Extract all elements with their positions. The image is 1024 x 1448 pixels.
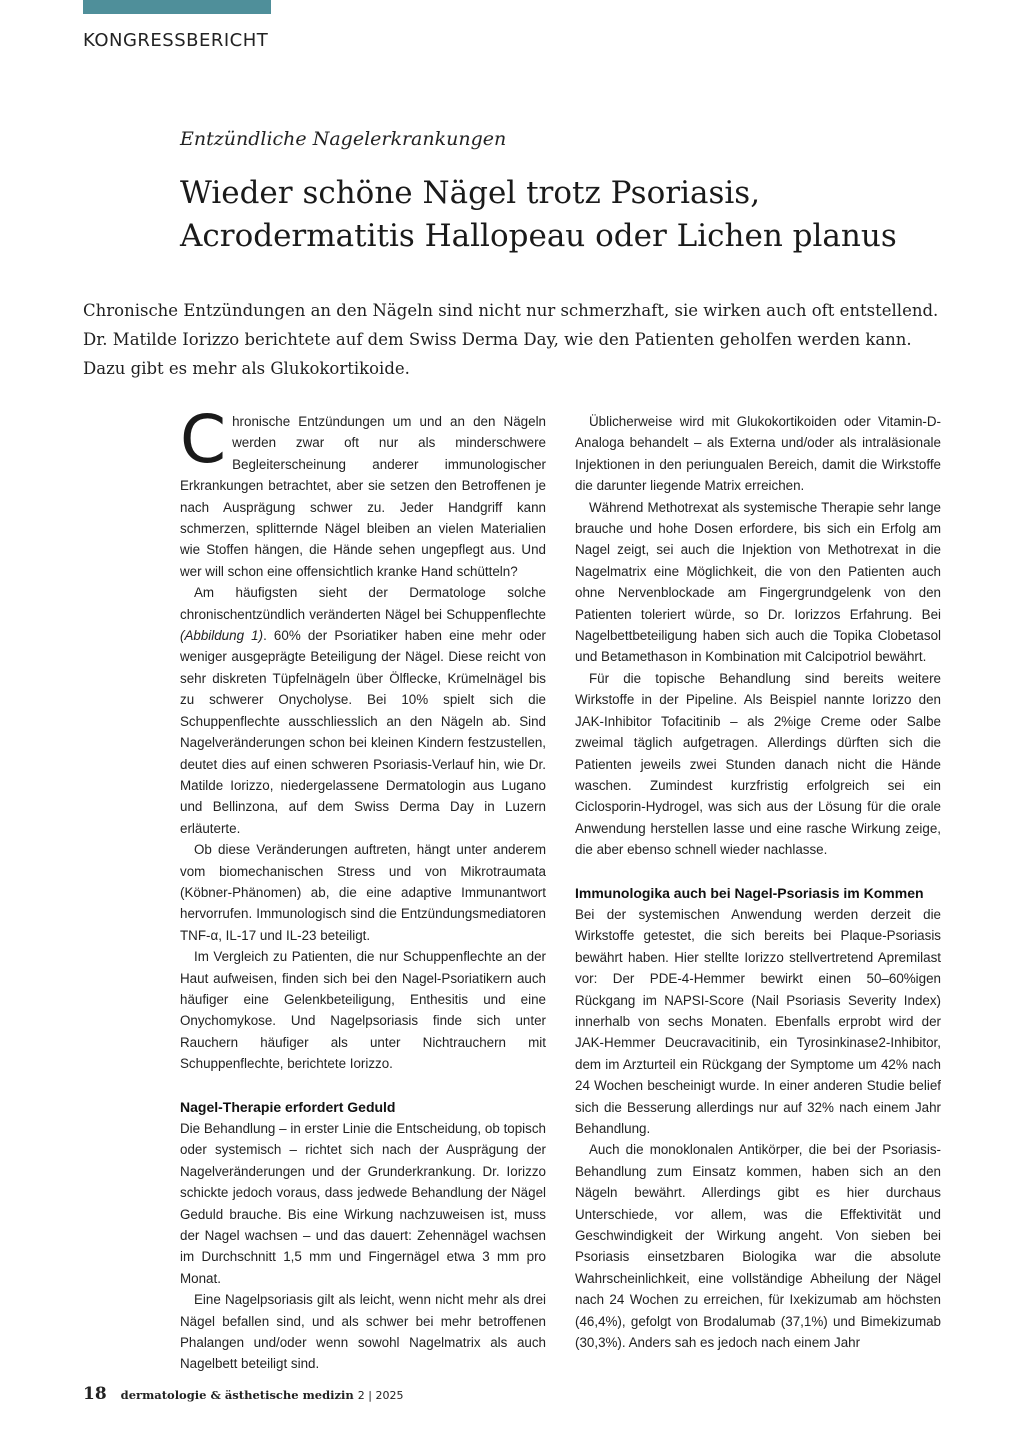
section-color-bar: [83, 0, 271, 14]
subheading: Immunologika auch bei Nagel-Psoriasis im Kommen: [575, 884, 924, 901]
article-lead: Chronische Entzündungen an den Nägeln sind nicht nur schmerzhaft, sie wirken auch oft entstellend. Dr. Matilde Iorizzo berichtete auf dem Swiss Derma Day, wie den Patienten geholfen werden kann. Dazu gibt es mehr als Glukokortikoide.: [83, 301, 939, 378]
title-line-2: Acrodermatitis Hallopeau oder Lichen planus: [180, 218, 897, 254]
journal-name: dermatologie & ästhetische medizin: [120, 1388, 354, 1402]
paragraph: Während Methotrexat als systemische Therapie sehr lange brauche und hohe Dosen erfordere, bis sich ein Erfolg am Nagel zeigt, sei auch die Injektion von Methotrexat in die Nagelmatrix eine Möglichkeit, die von den Patienten auch ohne Nervenblockade am Fingergrundgelenk von den Patienten toleriert würde, so Dr. Iorizzos Erfahrung. Bei Nagelbettbeteiligung haben sich auch die Topika Clobetasol und Betamethason in Kombination mit Calcipotriol bewährt.: [575, 499, 941, 665]
paragraph: [180, 582, 546, 839]
issue-number: 2 | 2025: [357, 1389, 404, 1402]
page-number: 18: [83, 1384, 107, 1404]
paragraph: Ob diese Veränderungen auftreten, hängt unter anderem vom biomechanischen Stress und von Mikrotraumata (Köbner-Phänomen) ab, die eine adaptive Immunantwort hervorrufen. Immunologisch sind die Entzündungsmediatoren TNF-α, IL-17 und IL-23 beteiligt.: [180, 842, 546, 943]
subheading: Nagel-Therapie erfordert Geduld: [180, 1098, 396, 1115]
paragraph: Auch die monoklonalen Antikörper, die bei der Psoriasis-Behandlung zum Einsatz kommen, haben sich an den Nägeln bewährt. Allerdings gibt es hier durchaus Unterschiede, vor allem, was die Effektivität und Geschwindigkeit der Wirkung angeht. Von sieben bei Psoriasis einsetzbaren Biologika war die absolute Wahrscheinlichkeit, eine vollständige Abheilung der Nägel nach 24 Wochen zu erreichen, für Ixekizumab am höchsten (46,4%), gefolgt von Brodalumab (37,1%) und Bimekizumab (30,3%). Anders sah es jedoch nach einem Jahr: [575, 1142, 941, 1351]
paragraph: Die Behandlung – in erster Linie die Entscheidung, ob topisch oder systemisch – richtet sich nach der Ausprägung der Nagelveränderungen und der Grunderkrankung. Dr. Iorizzo schickte jedoch voraus, dass jedwede Behandlung der Nägel Geduld brauche. Bis eine Wirkung nachzuweisen ist, muss der Nagel wachsen – und das dauert: Zehennägel wachsen im Durchschnitt 1,5 mm und Fingernägel etwa 3 mm pro Monat.: [180, 1121, 546, 1286]
title-line-1: Wieder schöne Nägel trotz Psoriasis,: [180, 175, 761, 211]
paragraph-text: hronische Entzündungen um und an den Nägeln werden zwar oft nur als minderschwere Begleiterscheinung anderer immunologischer Erkrankungen betrachtet, aber sie setzen den Betroffenen je nach Ausprägung schwer zu. Jeder Handgriff kann schmerzen, splitternde Nägel bleiben an vielen Materialien wie Stoffen hängen, die Hände sehen ungepflegt aus. Und wer will schon eine offensichtlich kranke Hand schütteln?: [180, 414, 546, 579]
paragraph: Üblicherweise wird mit Glukokortikoiden oder Vitamin-D-Analoga behandelt – als Externa und/oder als intraläsionale Injektionen in den periungualen Bereich, damit die Wirkstoffe die darunter liegende Matrix erreichen.: [575, 414, 941, 494]
left-column: [180, 401, 546, 1375]
drop-cap: C: [180, 401, 227, 478]
paragraph: Bei der systemischen Anwendung werden derzeit die Wirkstoffe getestet, die sich bereits bei Plaque-Psoriasis bewährt haben. Hier stellte Iorizzo stellvertretend Apremilast vor: Der PDE-4-Hemmer bewirkt einen 50–60%igen Rückgang im NAPSI-Score (Nail Psoriasis Severity Index) innerhalb von sechs Monaten. Ebenfalls erprobt wird der JAK-Hemmer Deucravacitinib, ein Tyrosinkinase2-Inhibitor, dem im Arzturteil ein Rückgang der Symptome um 42% nach 24 Wochen bescheinigt wurde. In einer anderen Studie belief sich die Besserung allerdings nur auf 32% nach einem Jahr Behandlung.: [575, 906, 941, 1136]
section-label: KONGRESSBERICHT: [83, 30, 269, 51]
article-title: [180, 172, 980, 258]
figure-reference: (Abbildung 1): [180, 628, 264, 644]
paragraph: Für die topische Behandlung sind bereits weitere Wirkstoffe in der Pipeline. Als Beispiel nannte Iorizzo den JAK-Inhibitor Tofacitinib – als 2%ige Creme oder Salbe zweimal täglich aufgetragen. Allerdings dürften sich die Patienten jeweils zwei Stunden danach nicht die Hände waschen. Zumindest kurzfristig erfolgreich sei ein Ciclosporin-Hydrogel, was sich aus der Lösung für die orale Anwendung herstellen lasse und eine rasche Wirkung zeige, die aber ebenso schnell wieder nachlasse.: [575, 670, 941, 858]
paragraph: Im Vergleich zu Patienten, die nur Schuppenflechte an der Haut aufweisen, finden sich bei den Nagel-Psoriatikern auch häufiger eine Gelenkbeteiligung, Enthesitis und eine Onychomykose. Und Nagelpsoriasis finde sich unter Rauchern häufiger als unter Nichtrauchern mit Schuppenflechte, berichtete Iorizzo.: [180, 949, 546, 1072]
paragraph-text: Am häufigsten sieht der Dermatologe solche chronischentzündlich veränderten Nägel bei Schuppenflechte: [180, 585, 546, 622]
right-column: [575, 411, 941, 1353]
page-footer: [83, 1384, 403, 1404]
paragraph: [180, 401, 546, 582]
paragraph-text: . 60% der Psoriatiker haben eine mehr oder weniger ausgeprägte Beteiligung der Nägel. Diese reicht von sehr diskreten Tüpfelnägeln über Ölflecke, Krümelnägel bis zu schwerer Onycholyse. Bei 10% spielt sich die Schuppenflechte ausschliesslich an den Nägeln ab. Sind Nagelveränderungen schon bei kleinen Kindern festzustellen, deutet dies auf einen schweren Psoriasis-Verlauf hin, wie Dr. Matilde Iorizzo, niedergelassene Dermatologin aus Lugano und Bellinzona, auf dem Swiss Derma Day in Luzern erläuterte.: [180, 628, 546, 836]
article-kicker: Entzündliche Nagelerkrankungen: [180, 128, 507, 150]
paragraph: Eine Nagelpsoriasis gilt als leicht, wenn nicht mehr als drei Nägel befallen sind, und als schwer bei mehr betroffenen Phalangen und/oder wenn sowohl Nagelmatrix als auch Nagelbett beteiligt sind.: [180, 1292, 546, 1372]
